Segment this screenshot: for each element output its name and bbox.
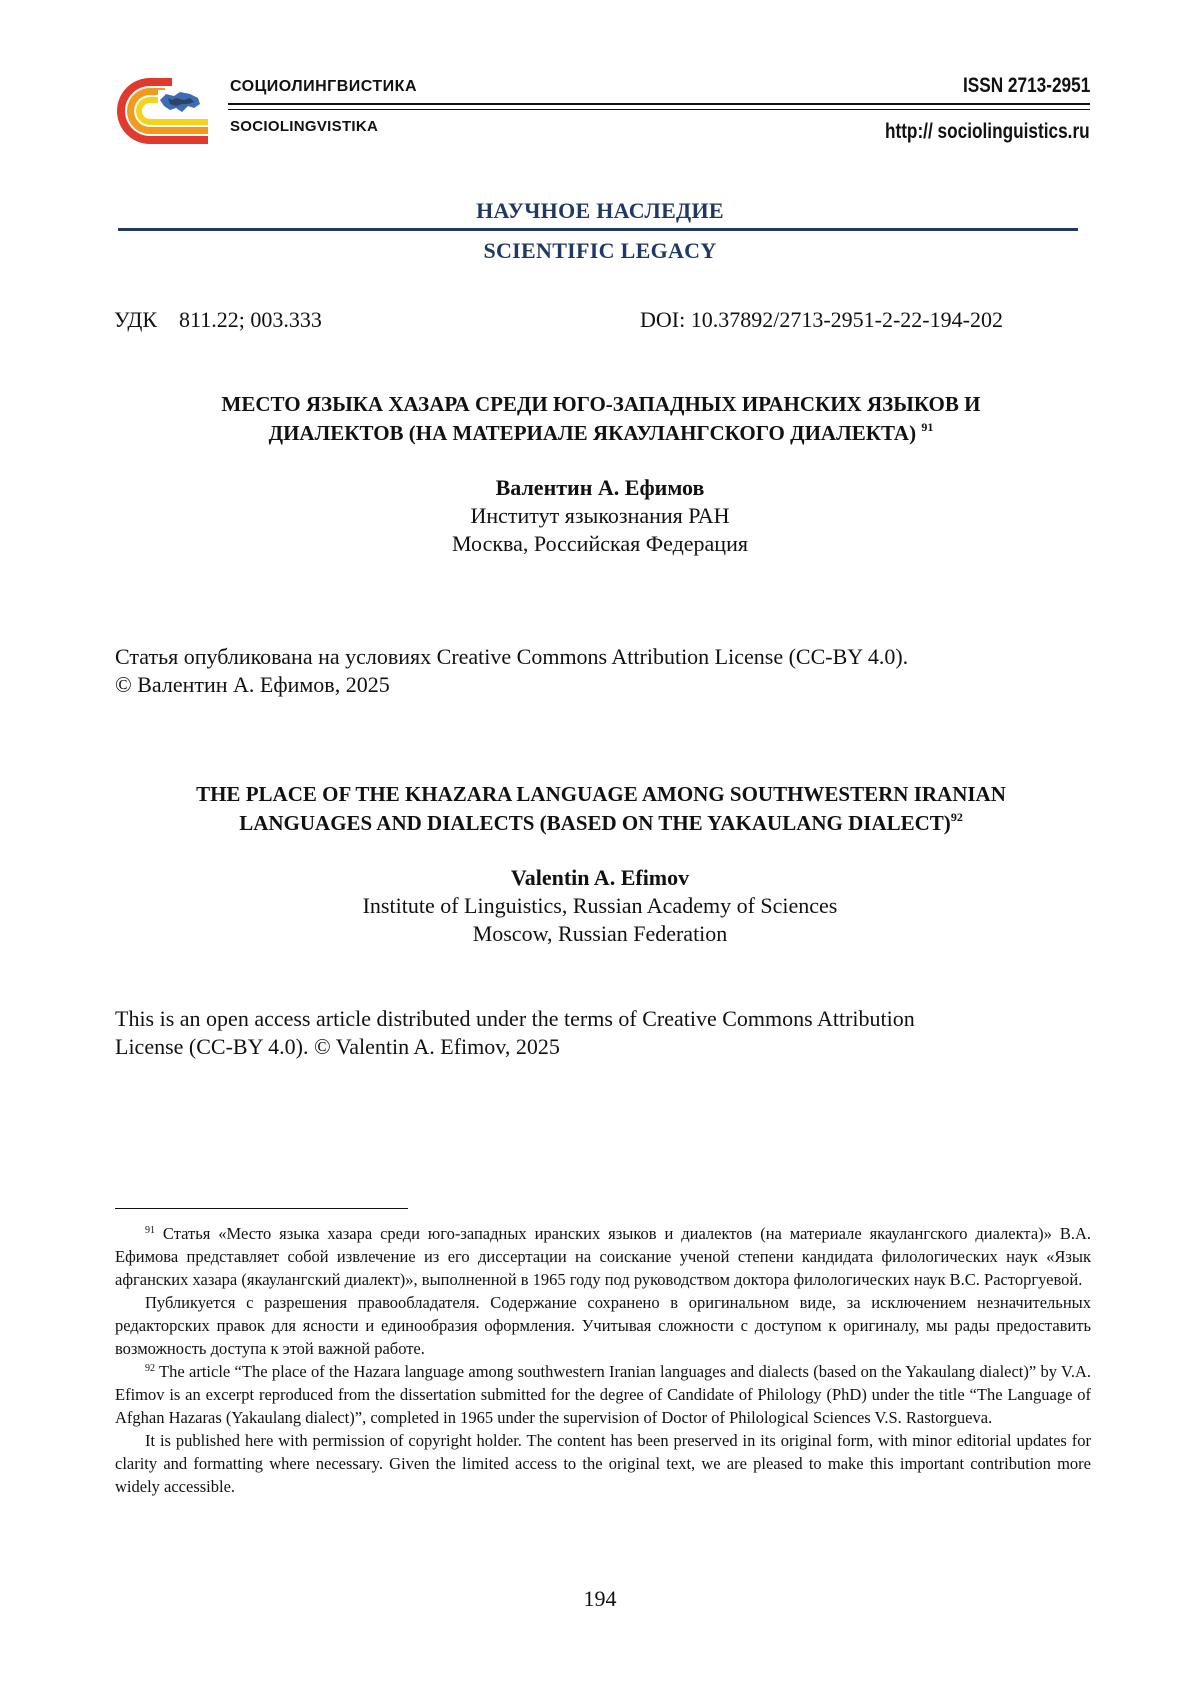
location-ru: Москва, Российская Федерация <box>452 531 748 556</box>
author-name-en: Valentin A. Efimov <box>510 865 690 890</box>
license-ru-line-1: Статья опубликована на условиях Creative Commons Attribution License (CC-BY 4.0). <box>115 644 909 669</box>
doi[interactable]: DOI: 10.37892/2713-2951-2-22-194-202 <box>640 307 1003 332</box>
journal-name-ru: СОЦИОЛИНГВИСТИКА <box>230 78 417 95</box>
license-ru <box>115 643 1075 699</box>
footnote-92-number: 92 <box>145 1363 155 1374</box>
journal-header <box>110 72 1090 152</box>
article-title-ru <box>120 390 1082 448</box>
journal-name-en: SOCIOLINGVISTIKA <box>230 118 379 135</box>
affiliation-en: Institute of Linguistics, Russian Academy of Sciences <box>362 893 838 918</box>
title-en-line-2 <box>120 809 1082 838</box>
footnote-separator <box>115 1208 408 1209</box>
header-rule-thick <box>228 103 1090 105</box>
author-block-en <box>0 864 1200 948</box>
article-title-en <box>120 780 1082 838</box>
footnote-91-para-2: Публикуется с разрешения правообладателя. Содержание сохранено в оригинальном виде, за исключением незначительных редакторских правок для ясности и единообразия оформления. Учитывая сложности с доступом к оригиналу, мы рады предоставить возможность доступа к этой важной работе. <box>115 1293 1091 1358</box>
footnote-91-text-1: Статья «Место языка хазара среди юго-западных иранских языков и диалектов (на материале якаулангского диалекта)» В.А. Ефимова представляет собой извлечение из его диссертации на соискание ученой степени кандидата филологических наук «Язык афганских хазара (якаулангский диалект)», выполненной в 1965 году под руководством доктора филологических наук В.С. Расторгуевой. <box>115 1224 1091 1289</box>
title-en-line-2-text: LANGUAGES AND DIALECTS (BASED ON THE YAKAULANG DIALECT) <box>239 811 951 835</box>
author-block-ru <box>0 474 1200 558</box>
license-en-line-2: License (CC-BY 4.0). © Valentin A. Efimov, 2025 <box>115 1034 560 1059</box>
journal-logo <box>110 74 208 148</box>
location-en: Moscow, Russian Federation <box>472 921 728 946</box>
udk-code: УДК 811.22; 003.333 <box>114 307 322 332</box>
footnote-92-para-1 <box>115 1360 1091 1429</box>
footnote-ref-92[interactable]: 92 <box>950 810 963 824</box>
footnote-92-para-2: It is published here with permission of copyright holder. The content has been preserved in its original form, with minor editorial updates for clarity and formatting where necessary. Given the limited access to the original text, we are pleased to make this important contribution more widely accessible. <box>115 1431 1091 1496</box>
footnote-ref-91[interactable]: 91 <box>921 420 934 434</box>
title-ru-line-2-text: ДИАЛЕКТОВ (НА МАТЕРИАЛЕ ЯКАУЛАНГСКОГО ДИАЛЕКТА) <box>268 421 917 445</box>
title-ru-line-1: МЕСТО ЯЗЫКА ХАЗАРА СРЕДИ ЮГО-ЗАПАДНЫХ ИРАНСКИХ ЯЗЫКОВ И <box>221 392 981 416</box>
license-en-line-1: This is an open access article distributed under the terms of Creative Commons Attribution <box>115 1006 915 1031</box>
license-ru-line-2: © Валентин А. Ефимов, 2025 <box>115 672 390 697</box>
header-rule-thin <box>228 109 1090 110</box>
title-en-line-1: THE PLACE OF THE KHAZARA LANGUAGE AMONG SOUTHWESTERN IRANIAN <box>196 782 1006 806</box>
issn: ISSN 2713-2951 <box>962 74 1090 97</box>
affiliation-ru: Институт языкознания РАН <box>470 503 730 528</box>
title-ru-line-2 <box>120 419 1082 448</box>
footnote-91-para-1 <box>115 1222 1091 1291</box>
section-divider <box>118 228 1078 231</box>
author-name-ru: Валентин А. Ефимов <box>495 475 705 500</box>
footnote-91-number: 91 <box>145 1225 155 1236</box>
license-en <box>115 1005 1075 1061</box>
journal-url[interactable]: http:// sociolinguistics.ru <box>885 120 1090 143</box>
section-title-ru: НАУЧНОЕ НАСЛЕДИЕ <box>476 198 724 223</box>
page-number: 194 <box>583 1586 617 1611</box>
section-title-en: SCIENTIFIC LEGACY <box>483 238 717 263</box>
footnote-92-text-1: The article “The place of the Hazara language among southwestern Iranian languages and dialects (based on the Yakaulang dialect)” by V.A. Efimov is an excerpt reproduced from the dissertation submitted for the degree of Candidate of Philology (PhD) under the title “The Language of Afghan Hazaras (Yakaulang dialect)”, completed in 1965 under the supervision of Doctor of Philological Sciences V.S. Rastorgueva. <box>115 1362 1092 1427</box>
footnotes <box>115 1222 1091 1498</box>
